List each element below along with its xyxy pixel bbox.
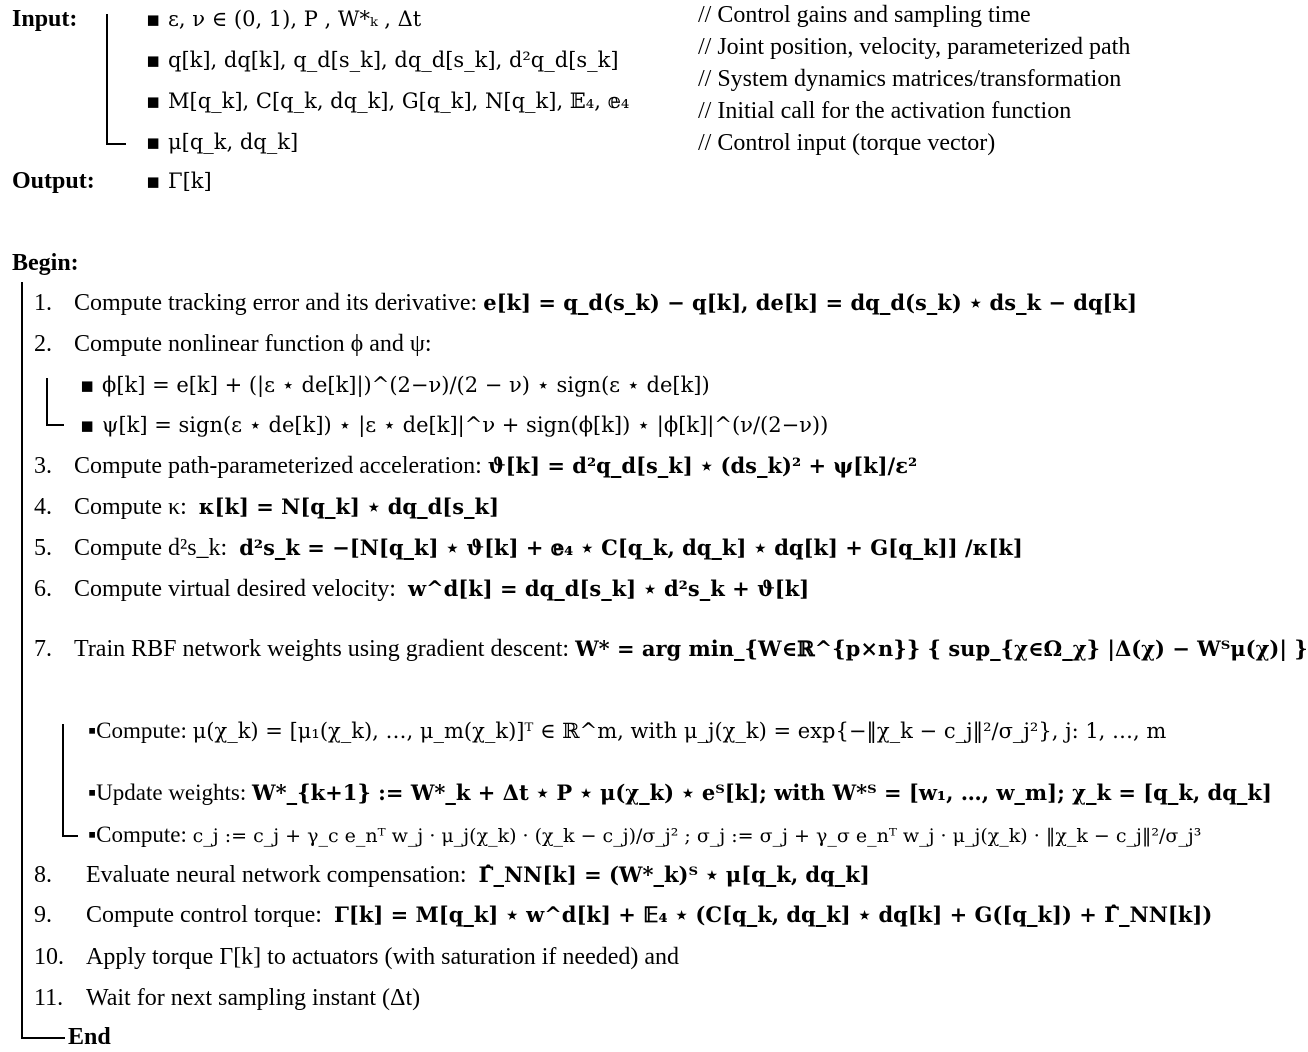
output-label: Output: <box>12 168 95 194</box>
step-2-phi: ▪ ϕ[k] = e[k] + (|ε ⋆ de[k]|)^(2−ν)/(2 − ν) ⋆ sign(ε ⋆ de[k]) <box>80 373 710 397</box>
output-item: ▪ Γ[k] <box>146 169 212 193</box>
step-2-psi: ▪ ψ[k] = sign(ε ⋆ de[k]) ⋆ |ε ⋆ de[k]|^ν + sign(ϕ[k]) ⋆ |ϕ[k]|^(ν/(2−ν)) <box>80 413 829 437</box>
comment-line: // Control gains and sampling time <box>698 2 1031 28</box>
step-8: 8. Evaluate neural network compensation: Γ̂_NN[k] = (W*_k)ᵀ ⋆ μ[q_k, dq_k] <box>34 862 870 888</box>
input-bracket-vertical <box>106 14 108 144</box>
comment-line: // Joint position, velocity, parameterized path <box>698 34 1131 60</box>
begin-label: Begin: <box>12 250 79 276</box>
input-item: ▪ q[k], dq[k], q_d[s_k], dq_d[s_k], d²q_d[s_k] <box>146 48 619 72</box>
input-item: ▪ M[q_k], C[q_k, dq_k], G[q_k], N[q_k], 𝔼₄, 𝕖₄ <box>146 89 630 113</box>
step-1: 1. Compute tracking error and its derivative: e[k] = q_d(s_k) − q[k], de[k] = dq_d(s_k) ⋆ ds_k − dq[k] <box>34 290 1138 316</box>
algorithm-bracket-foot <box>21 1037 65 1039</box>
step-6: 6. Compute virtual desired velocity: w^d[k] = dq_d[s_k] ⋆ d²s_k + ϑ[k] <box>34 576 810 602</box>
input-item: ▪ ε, ν ∈ (0, 1), P , W*ₖ , Δt <box>146 7 422 31</box>
input-bracket-foot <box>106 143 126 145</box>
step-7-bracket-foot <box>62 835 78 837</box>
step-7: 7. Train RBF network weights using gradient descent: W* = arg min_{W∈ℝ^{p×n}} { sup_{χ∈Ω_χ} |Δ(χ) − Wᵀμ(χ)| } <box>34 636 1308 662</box>
step-9: 9. Compute control torque: Γ[k] = M[q_k] ⋆ w^d[k] + 𝔼₄ ⋆ (C[q_k, dq_k] ⋆ dq[k] + G([q_k]) + Γ̂_NN[k]) <box>34 902 1213 928</box>
comment-line: // Control input (torque vector) <box>698 130 996 156</box>
step-7-bracket <box>62 724 64 836</box>
comment-line: // System dynamics matrices/transformation <box>698 66 1122 92</box>
step-7-compute-mu: ▪Compute: μ(χ_k) = [μ₁(χ_k), …, μ_m(χ_k)]ᵀ ∈ ℝ^m, with μ_j(χ_k) = exp{−‖χ_k − c_j‖²/σ_j²}, j: 1, …, m <box>88 718 1167 743</box>
input-label: Input: <box>12 6 78 32</box>
step-7-update-weights: ▪Update weights: W*_{k+1} := W*_k + Δt ⋆ P ⋆ μ(χ_k) ⋆ eᵀ[k]; with W*ᵀ = [w₁, …, w_m]; χ_k = [q_k, dq_k] <box>88 780 1272 805</box>
comment-line: // Initial call for the activation function <box>698 98 1072 124</box>
step-10: 10. Apply torque Γ[k] to actuators (with saturation if needed) and <box>34 944 680 970</box>
step-2-bracket <box>46 378 48 425</box>
step-5: 5. Compute d²s_k: d²s_k = −[N[q_k] ⋆ ϑ[k] + 𝕖₄ ⋆ C[q_k, dq_k] ⋆ dq[k] + G[q_k]] /κ[k] <box>34 535 1023 561</box>
step-2: 2. Compute nonlinear function ϕ and ψ: <box>34 331 432 357</box>
step-4: 4. Compute κ: κ[k] = N[q_k] ⋆ dq_d[s_k] <box>34 494 500 520</box>
step-3: 3. Compute path-parameterized acceleration: ϑ[k] = d²q_d[s_k] ⋆ (ds_k)² + ψ[k]/ε² <box>34 453 918 479</box>
end-label: End <box>68 1024 111 1050</box>
step-7-compute-centers: ▪Compute: c_j := c_j + γ_c e_nᵀ w_j · μ_j(χ_k) · (χ_k − c_j)/σ_j² ; σ_j := σ_j + γ_σ e_nᵀ w_j · μ_j(χ_k) · ‖χ_k − c_j‖²/σ_j³ <box>88 822 1202 847</box>
input-item: ▪ μ[q_k, dq_k] <box>146 130 299 154</box>
step-2-bracket-foot <box>46 424 64 426</box>
algorithm-bracket-vertical <box>21 282 23 1039</box>
step-11: 11. Wait for next sampling instant (Δt) <box>34 985 421 1011</box>
